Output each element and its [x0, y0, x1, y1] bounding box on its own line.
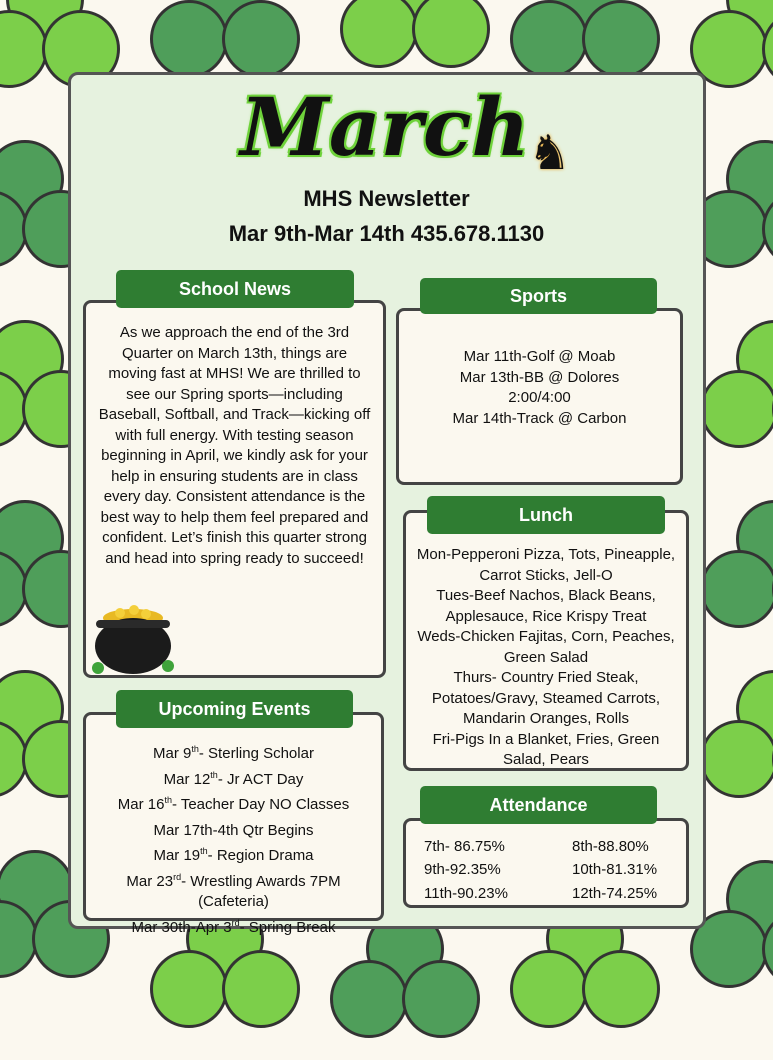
bucking-horse-logo-icon: ♞: [528, 127, 572, 180]
lunch-label: Lunch: [427, 496, 665, 534]
attendance-item: 12th-74.25%: [572, 884, 658, 902]
lunch-item: Thurs- Country Fried Steak, Potatoes/Gravy, Steamed Carrots, Mandarin Oranges, Rolls: [431, 669, 661, 727]
pot-of-gold-icon: [88, 600, 178, 680]
shamrock-icon: [700, 500, 773, 650]
lunch-item: Weds-Chicken Fajitas, Corn, Peaches, Green Salad: [417, 628, 675, 666]
title-march: March: [240, 80, 530, 174]
event-item: Mar 17th-4th Qtr Begins: [153, 821, 314, 839]
event-item: Mar 9th- Sterling Scholar: [153, 744, 314, 762]
attendance-item: 11th-90.23%: [424, 884, 508, 902]
lunch-box: [403, 510, 689, 771]
events-label: Upcoming Events: [116, 690, 353, 728]
sports-box: [396, 308, 683, 485]
newsletter-subtitle: MHS Newsletter: [303, 186, 470, 211]
event-item: Mar 19th- Region Drama: [153, 846, 314, 864]
shamrock-icon: [700, 320, 773, 470]
events-box: [83, 712, 384, 936]
sports-item: Mar 14th-Track @ Carbon: [452, 409, 627, 427]
sports-item: Mar 13th-BB @ Dolores: [459, 368, 620, 386]
event-item: Mar 30th-Apr 3rd- Spring Break: [131, 917, 336, 936]
sports-item: Mar 11th-Golf @ Moab: [463, 348, 616, 365]
attendance-box: [403, 818, 689, 908]
lunch-item: Tues-Beef Nachos, Black Beans, Applesauce, Rice Krispy Treat: [436, 587, 656, 625]
shamrock-icon: [700, 670, 773, 820]
lunch-item: Fri-Pigs In a Blanket, Fries, Green Salad, Pears: [432, 730, 660, 768]
event-item: Mar 23rd- Wrestling Awards 7PM (Cafeteria): [126, 871, 341, 910]
attendance-item: 8th-88.80%: [572, 838, 649, 855]
event-item: Mar 12th- Jr ACT Day: [163, 769, 304, 788]
attendance-item: 10th-81.31%: [572, 861, 658, 879]
sports-label: Sports: [420, 278, 657, 314]
event-item: Mar 16th- Teacher Day NO Classes: [117, 795, 350, 813]
lunch-item: Mon-Pepperoni Pizza, Tots, Pineapple, Carrot Sticks, Jell-O: [416, 546, 676, 584]
attendance-label: Attendance: [420, 786, 657, 824]
newsletter-dates: Mar 9th-Mar 14th 435.678.1130: [228, 221, 545, 246]
attendance-item: 9th-92.35%: [424, 861, 501, 879]
school-news-body: As we approach the end of the 3rd Quarter on March 13th, things are moving fast at MHS! We are thrilled to see our Spring sports—including Baseball, Softball, and Track—kicking off with full energy. With testing season beginning in April, we kindly ask for your help in ensuring students are in class every day. Consistent attendance is the best way to help them feel prepared and confident. Let’s finish this quarter strong and head into spring ready to succeed!: [98, 324, 371, 567]
school-news-label: School News: [116, 270, 354, 308]
sports-item: 2:00/4:00: [508, 389, 571, 406]
attendance-item: 7th- 86.75%: [424, 838, 505, 855]
